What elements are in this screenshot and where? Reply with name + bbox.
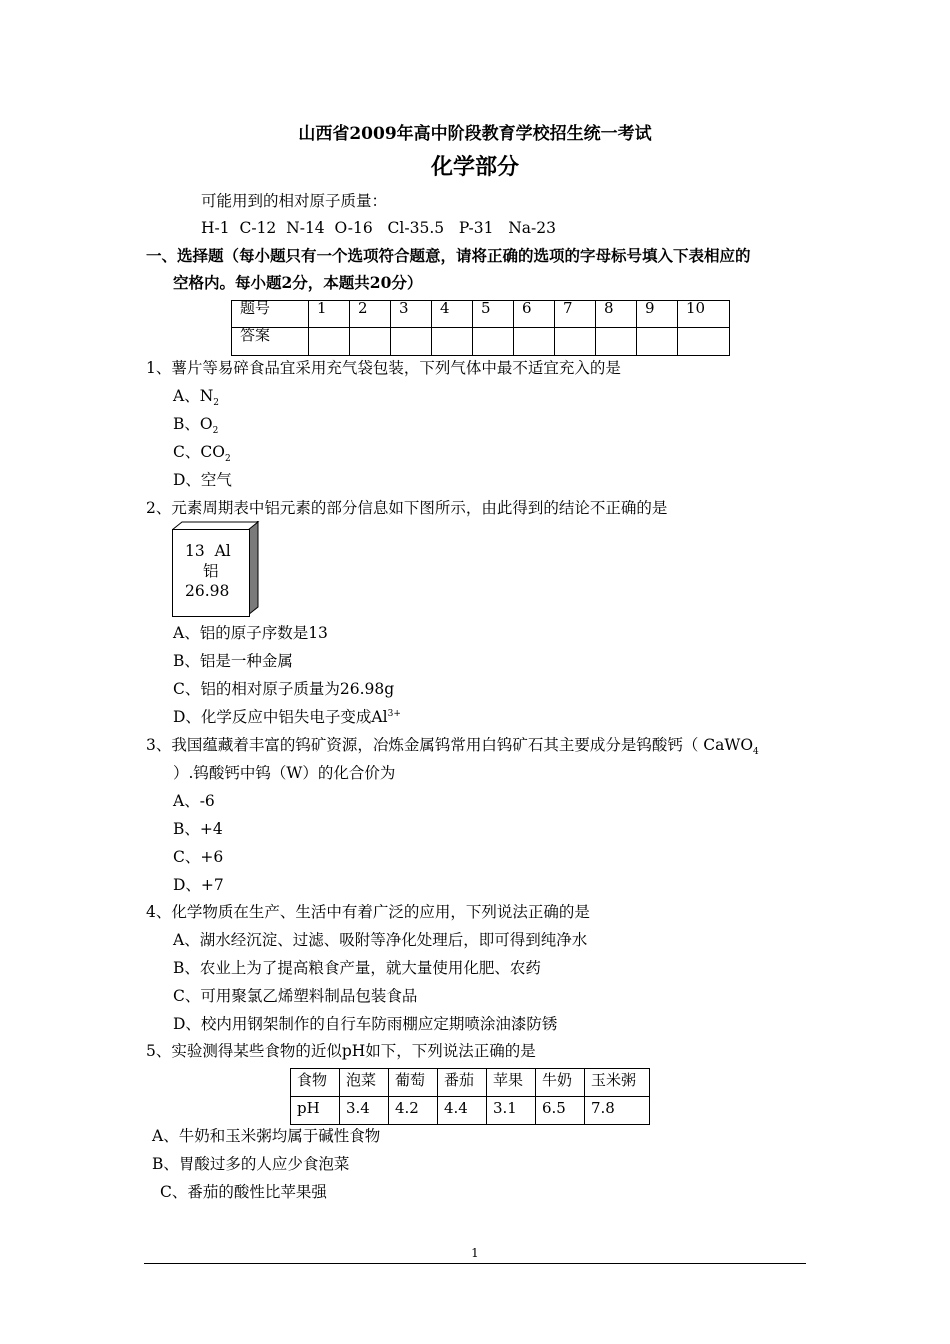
answer-table-header-answer: 答案 [232,328,309,356]
answer-table-number: 10 [678,301,730,328]
q4-option-a: A、湖水经沉淀、过滤、吸附等净化处理后，即可得到纯净水 [173,931,588,949]
ph-table-food: 苹果 [487,1069,536,1097]
q2-option-b: B、铝是一种金属 [173,652,293,670]
answer-cell[interactable] [350,328,391,356]
q1-stem: 1、薯片等易碎食品宜采用充气袋包装，下列气体中最不适宜充入的是 [146,359,621,377]
section1-instructions-line2: 空格内。每小题2分，本题共20分） [173,273,423,292]
q1-option-b: B、$O_2$ [173,415,219,437]
answer-cell[interactable] [432,328,473,356]
q1-option-d: D、空气 [173,471,232,489]
ph-table-food: 玉米粥 [585,1069,650,1097]
q3-option-b: B、+4 [173,820,223,838]
answer-table-number: 1 [309,301,350,328]
exam-title: 山西省2009年高中阶段教育学校招生统一考试 [298,124,652,144]
answer-table-number: 4 [432,301,473,328]
q2-stem: 2、元素周期表中铝元素的部分信息如下图所示，由此得到的结论不正确的是 [146,499,668,517]
element-name: 铝 [203,562,219,580]
answer-cell[interactable] [596,328,637,356]
q2-option-c: C、铝的相对原子质量为26.98g [173,680,395,698]
q4-stem: 4、化学物质在生产、生活中有着广泛的应用，下列说法正确的是 [146,903,590,921]
q3-option-a: A、-6 [173,792,215,810]
q5-option-b: B、胃酸过多的人应少食泡菜 [152,1155,350,1173]
ph-value: 4.2 [389,1097,438,1125]
answer-table-number: 2 [350,301,391,328]
answer-cell[interactable] [309,328,350,356]
answer-cell[interactable] [391,328,432,356]
ph-table-food: 泡菜 [340,1069,389,1097]
q3-option-d: D、+7 [173,876,224,894]
q2-option-a: A、铝的原子序数是13 [173,624,328,642]
answer-table-number: 3 [391,301,432,328]
q1-option-a: A、$N_2$ [173,387,219,409]
element-mass: 26.98 [185,582,230,600]
q4-option-d: D、校内用钢架制作的自行车防雨棚应定期喷涂油漆防锈 [173,1015,558,1033]
answer-cell[interactable] [514,328,555,356]
q3-stem-line2: ）.钨酸钙中钨（W）的化合价为 [173,764,396,782]
ph-value: 3.4 [340,1097,389,1125]
answer-cell[interactable] [473,328,514,356]
answer-table-number: 8 [596,301,637,328]
q5-option-c: C、番茄的酸性比苹果强 [160,1183,327,1201]
ph-table-food: 葡萄 [389,1069,438,1097]
ph-table [290,1068,650,1125]
element-box-3d-side [248,521,262,617]
q3-option-c: C、+6 [173,848,224,866]
q2-option-d: D、化学反应中铝失电子变成$Al^{3+}$ [173,708,401,727]
page-number: 1 [471,1246,479,1260]
ph-table-row-label: pH [291,1097,340,1125]
q5-option-a: A、牛奶和玉米粥均属于碱性食物 [152,1127,381,1145]
answer-table-number: 9 [637,301,678,328]
q3-stem-line1: 3、我国蕴藏着丰富的钨矿资源，冶炼金属钨常用白钨矿石其主要成分是钨酸钙（ CaWO$_4$ [146,736,759,758]
ph-table-food: 番茄 [438,1069,487,1097]
section-title: 化学部分 [430,155,519,180]
section1-instructions-line1: 一、选择题（每小题只有一个选项符合题意，请将正确的选项的字母标号填入下表相应的 [146,246,751,265]
answer-table-header-number: 题号 [232,301,309,328]
q4-option-c: C、可用聚氯乙烯塑料制品包装食品 [173,987,418,1005]
q1-option-c: C、$CO_2$ [173,443,231,465]
element-number-symbol: 13 Al [185,542,231,560]
answer-cell[interactable] [637,328,678,356]
ph-value: 3.1 [487,1097,536,1125]
answer-table [231,300,730,356]
q4-option-b: B、农业上为了提高粮食产量，就大量使用化肥、农药 [173,959,541,977]
ph-table-header: 食物 [291,1069,340,1097]
ph-table-food: 牛奶 [536,1069,585,1097]
answer-table-number: 5 [473,301,514,328]
atomic-mass-values: H-1 C-12 N-14 O-16 Cl-35.5 P-31 Na-23 [201,219,556,237]
footer-rule [144,1263,806,1264]
answer-cell[interactable] [555,328,596,356]
ph-value: 6.5 [536,1097,585,1125]
q5-stem: 5、实验测得某些食物的近似pH如下，下列说法正确的是 [146,1042,536,1060]
answer-table-number: 6 [514,301,555,328]
atomic-mass-label: 可能用到的相对原子质量： [201,192,388,210]
element-card-aluminum [172,529,250,617]
ph-value: 7.8 [585,1097,650,1125]
ph-value: 4.4 [438,1097,487,1125]
answer-table-number: 7 [555,301,596,328]
answer-cell[interactable] [678,328,730,356]
